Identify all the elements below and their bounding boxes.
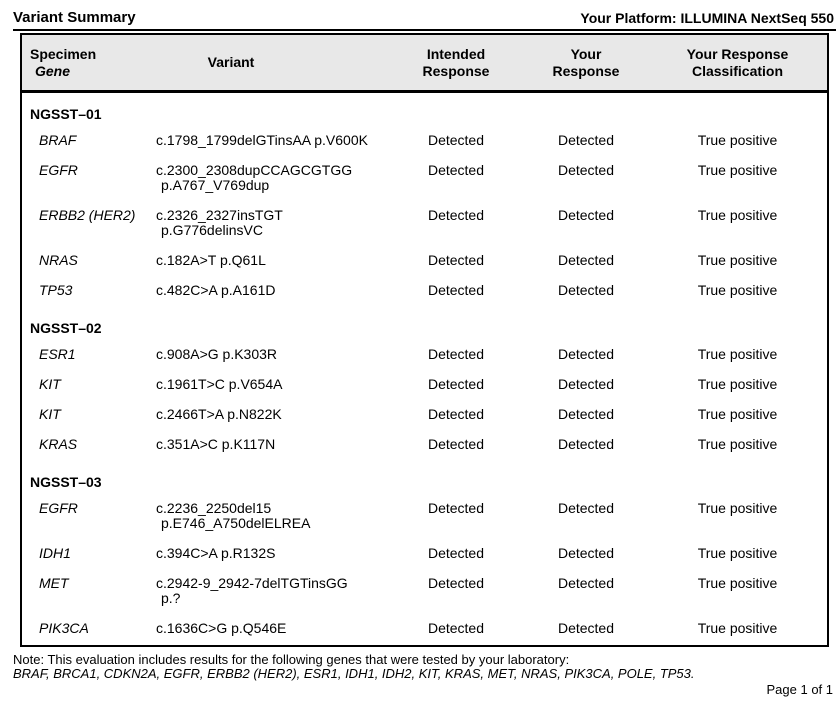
- intended-response-cell: Detected: [427, 500, 485, 516]
- page-number: Page 1 of 1: [766, 682, 833, 697]
- gene-cell: BRAF: [39, 132, 77, 148]
- variant-cell: [151, 247, 406, 277]
- table-row: [21, 157, 828, 202]
- variant-cell: [151, 540, 406, 570]
- variant-cell: [151, 277, 406, 307]
- intended-header-line1: Intended: [426, 45, 486, 62]
- specimen-section-label: NGSST–02: [30, 320, 102, 336]
- column-header-your-response: [506, 34, 666, 92]
- intended-response-cell: Detected: [427, 620, 485, 636]
- variant-line1: c.1636C>G p.Q546E: [156, 620, 287, 636]
- intended-header-line2: Response: [422, 62, 490, 79]
- intended-response-cell: Detected: [427, 575, 485, 591]
- gene-cell: KIT: [39, 376, 61, 392]
- gene-cell: ERBB2 (HER2): [39, 207, 136, 223]
- variant-cell: [151, 371, 406, 401]
- intended-response-cell: Detected: [427, 252, 485, 268]
- classification-cell: True positive: [697, 500, 778, 516]
- variant-line1: c.2326_2327insTGT: [156, 207, 283, 223]
- page-header: [13, 9, 836, 31]
- table-row: [21, 570, 828, 615]
- your-response-cell: Detected: [557, 500, 615, 516]
- classification-cell: True positive: [697, 406, 778, 422]
- variant-line1: c.2466T>A p.N822K: [156, 406, 282, 422]
- intended-response-cell: Detected: [427, 436, 485, 452]
- section-row: [21, 92, 828, 128]
- classification-cell: True positive: [697, 207, 778, 223]
- column-header-specimen-gene: [21, 34, 151, 92]
- gene-cell: EGFR: [39, 500, 78, 516]
- gene-cell: NRAS: [39, 252, 78, 268]
- your-response-cell: Detected: [557, 575, 615, 591]
- column-header-variant: [151, 34, 406, 92]
- column-header-response-classification: [666, 34, 828, 92]
- variant-cell: [151, 202, 406, 247]
- table-row: [21, 371, 828, 401]
- variant-summary-table: [20, 33, 829, 647]
- table-row: [21, 127, 828, 157]
- variant-line1: c.2942-9_2942-7delTGTinsGG: [156, 575, 348, 591]
- variant-cell: [151, 341, 406, 371]
- variant-cell: [151, 157, 406, 202]
- variant-line2: p.A767_V769dup: [161, 177, 270, 193]
- variant-line1: c.908A>G p.K303R: [156, 346, 278, 362]
- your-response-cell: Detected: [557, 620, 615, 636]
- table-row: [21, 495, 828, 540]
- your-response-header-line2: Response: [552, 62, 620, 79]
- specimen-section-label: NGSST–03: [30, 474, 102, 490]
- gene-cell: MET: [39, 575, 69, 591]
- table-row: [21, 341, 828, 371]
- gene-cell: KIT: [39, 406, 61, 422]
- variant-line1: c.1798_1799delGTinsAA p.V600K: [156, 132, 368, 148]
- variant-line1: c.1961T>C p.V654A: [156, 376, 283, 392]
- gene-cell: IDH1: [39, 545, 71, 561]
- variant-line2: p.G776delinsVC: [161, 222, 263, 238]
- variant-line1: c.482C>A p.A161D: [156, 282, 276, 298]
- classification-cell: True positive: [697, 162, 778, 178]
- your-response-header-line1: Your: [570, 45, 602, 62]
- classification-cell: True positive: [697, 376, 778, 392]
- classification-cell: True positive: [697, 436, 778, 452]
- gene-cell: EGFR: [39, 162, 78, 178]
- variant-line1: c.2300_2308dupCCAGCGTGG: [156, 162, 353, 178]
- variant-line2: p.?: [161, 590, 181, 606]
- variant-cell: [151, 570, 406, 615]
- table-row: [21, 540, 828, 570]
- column-header-intended-response: [406, 34, 506, 92]
- intended-response-cell: Detected: [427, 132, 485, 148]
- intended-response-cell: Detected: [427, 376, 485, 392]
- classification-cell: True positive: [697, 575, 778, 591]
- classification-cell: True positive: [697, 346, 778, 362]
- table-row: [21, 247, 828, 277]
- your-response-cell: Detected: [557, 436, 615, 452]
- footer: [13, 653, 833, 697]
- classification-header-line1: Your Response: [686, 45, 789, 62]
- variant-cell: [151, 495, 406, 540]
- your-response-cell: Detected: [557, 207, 615, 223]
- footer-gene-list: BRAF, BRCA1, CDKN2A, EGFR, ERBB2 (HER2), ESR1, IDH1, IDH2, KIT, KRAS, MET, NRAS, PIK3CA, POLE, TP53.: [13, 666, 695, 681]
- section-row: [21, 307, 828, 341]
- your-response-cell: Detected: [557, 376, 615, 392]
- classification-cell: True positive: [697, 545, 778, 561]
- gene-cell: TP53: [39, 282, 73, 298]
- intended-response-cell: Detected: [427, 406, 485, 422]
- classification-cell: True positive: [697, 132, 778, 148]
- variant-line1: c.394C>A p.R132S: [156, 545, 276, 561]
- variant-line1: c.351A>C p.K117N: [156, 436, 276, 452]
- table-row: [21, 277, 828, 307]
- table-row: [21, 401, 828, 431]
- variant-line1: c.182A>T p.Q61L: [156, 252, 266, 268]
- intended-response-cell: Detected: [427, 545, 485, 561]
- your-response-cell: Detected: [557, 162, 615, 178]
- specimen-header-label: Specimen: [30, 45, 97, 62]
- table-header-row: [21, 34, 828, 92]
- variant-line2: p.E746_A750delELREA: [161, 515, 311, 531]
- your-response-cell: Detected: [557, 282, 615, 298]
- table-row: [21, 202, 828, 247]
- classification-cell: True positive: [697, 282, 778, 298]
- table-row: [21, 431, 828, 461]
- platform-label: Your Platform: ILLUMINA NextSeq 550: [580, 10, 834, 26]
- variant-cell: [151, 401, 406, 431]
- table-row: [21, 615, 828, 646]
- intended-response-cell: Detected: [427, 207, 485, 223]
- variant-cell: [151, 127, 406, 157]
- gene-cell: ESR1: [39, 346, 76, 362]
- classification-cell: True positive: [697, 620, 778, 636]
- variant-line1: c.2236_2250del15: [156, 500, 272, 516]
- intended-response-cell: Detected: [427, 346, 485, 362]
- variant-cell: [151, 431, 406, 461]
- intended-response-cell: Detected: [427, 282, 485, 298]
- variant-cell: [151, 615, 406, 646]
- specimen-section-label: NGSST–01: [30, 106, 102, 122]
- section-row: [21, 461, 828, 495]
- your-response-cell: Detected: [557, 252, 615, 268]
- footer-note: Note: This evaluation includes results for the following genes that were tested by your laboratory:: [13, 652, 570, 667]
- intended-response-cell: Detected: [427, 162, 485, 178]
- classification-cell: True positive: [697, 252, 778, 268]
- variant-header-label: Variant: [207, 54, 255, 70]
- classification-header-line2: Classification: [691, 62, 784, 79]
- your-response-cell: Detected: [557, 406, 615, 422]
- your-response-cell: Detected: [557, 132, 615, 148]
- gene-cell: KRAS: [39, 436, 78, 452]
- gene-cell: PIK3CA: [39, 620, 89, 636]
- gene-header-label: Gene: [35, 62, 71, 79]
- your-response-cell: Detected: [557, 346, 615, 362]
- your-response-cell: Detected: [557, 545, 615, 561]
- page-title: Variant Summary: [13, 9, 136, 26]
